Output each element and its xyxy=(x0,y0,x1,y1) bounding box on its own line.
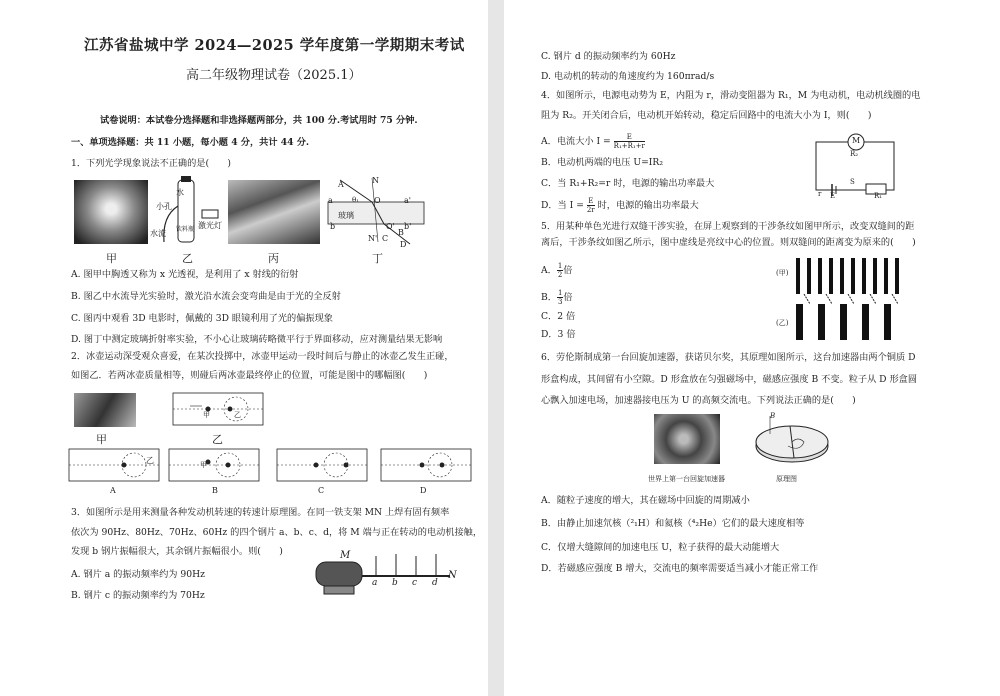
q4-option-d-fraction xyxy=(587,197,595,214)
q5-option-a-suffix: 倍 xyxy=(563,265,573,276)
label-theta: θ₁ xyxy=(352,196,360,204)
choice-label-a: A xyxy=(110,486,116,495)
q1-option-a: A. 图甲中胸透又称为 x 光透视，是利用了 x 射线的衍射 xyxy=(71,269,299,280)
stone-jia-label: 甲 xyxy=(203,411,210,419)
tachometer-c: c xyxy=(412,578,418,588)
curling-setup-figure xyxy=(172,392,264,426)
q3-stem-line1: 3．如图所示是用来测量各种发动机转速的转速计原理图。在同一铁支架 MN 上焊有固有频率 xyxy=(71,507,450,518)
fringe-pattern-yi xyxy=(796,304,906,340)
circuit-M: M xyxy=(852,136,861,145)
curling-photo xyxy=(74,393,136,427)
q1-option-c: C. 图丙中观看 3D 电影时，佩戴的 3D 眼镜利用了光的偏振现象 xyxy=(71,313,333,324)
circuit-R1: R₁ xyxy=(874,192,883,200)
fig-label-ding: 丁 xyxy=(372,252,383,265)
section-heading: 一、单项选择题：共 11 小题，每小题 4 分，共计 44 分. xyxy=(71,137,310,148)
choice-b-stone: 甲 xyxy=(200,461,207,469)
q5-option-b-num: 1 xyxy=(557,289,563,297)
q6-option-d: D．若磁感应强度 B 增大，交流电的频率需要适当减小才能正常工作 xyxy=(541,563,819,574)
tachometer-figure xyxy=(310,548,460,600)
label-glass: 玻璃 xyxy=(338,211,354,220)
caption-photo: 世界上第一台回旋加速器 xyxy=(648,475,725,483)
circuit-r: r xyxy=(818,190,822,198)
q5-option-b-den: 3 xyxy=(557,298,563,306)
q4-option-a xyxy=(541,133,645,150)
curling-choice-c xyxy=(276,448,368,482)
q6-option-a: A．随粒子速度的增大，其在磁场中回旋的周期减小 xyxy=(541,495,750,506)
cyclotron-diagram xyxy=(750,412,832,470)
q6-option-c: C．仅增大缝隙间的加速电压 U，粒子获得的最大动能增大 xyxy=(541,542,780,553)
label-small-hole: 小孔 xyxy=(156,202,172,211)
q5-option-c: C．2 倍 xyxy=(541,311,576,322)
fig-label-jia: 甲 xyxy=(106,252,117,265)
choice-label-b: B xyxy=(212,486,218,495)
q4-option-d-num: E xyxy=(588,197,594,205)
circuit-E: E xyxy=(830,192,836,200)
q5-stem-line1: 5．用某种单色光进行双缝干涉实验，在屏上观察到的干涉条纹如图甲所示，改变双缝间的距 xyxy=(541,221,915,232)
q4-option-a-fraction xyxy=(614,133,645,150)
q3-option-d: D. 电动机的转动的角速度约为 160πrad/s xyxy=(541,71,715,82)
q4-option-d-den: 2r xyxy=(586,206,595,214)
q5-option-d: D．3 倍 xyxy=(541,329,576,340)
3d-movie-photo xyxy=(228,180,320,244)
instructions: 试卷说明：本试卷分选择题和非选择题两部分，共 100 分.考试用时 75 分钟. xyxy=(100,115,418,126)
q6-stem-line3: 心飘入加速电场，加速器接电压为 U 的高频交流电。下列说法正确的是( ) xyxy=(541,395,856,406)
label-A: A xyxy=(338,180,344,189)
label-water: 水 xyxy=(176,188,184,197)
q2-fig-label-jia: 甲 xyxy=(96,433,107,446)
circuit-R2: R₂ xyxy=(850,150,859,158)
q5-option-b-prefix: B． xyxy=(541,292,557,303)
cyclotron-photo xyxy=(654,414,720,464)
tachometer-a: a xyxy=(372,578,378,588)
label-a-prime: a' xyxy=(404,196,411,205)
q2-fig-label-yi: 乙 xyxy=(212,433,223,446)
q4-option-b: B．电动机两端的电压 U=IR₂ xyxy=(541,157,664,168)
tachometer-b: b xyxy=(392,578,398,588)
q4-option-d-prefix: D．当 xyxy=(541,200,567,211)
fringe-dashed-lines xyxy=(796,294,906,304)
q5-option-b xyxy=(541,289,573,306)
exam-page-left xyxy=(0,0,488,696)
label-C: C xyxy=(382,234,389,243)
q6-stem-line1: 6．劳伦斯制成第一台回旋加速器，获诺贝尔奖，其原理如图所示，这台加速器由两个铜质 D xyxy=(541,352,916,363)
q5-stem-line2: 离后，干涉条纹如图乙所示，图中虚线是亮纹中心的位置。则双缝间的距离变为原来的( ) xyxy=(541,237,916,248)
choice-label-c: C xyxy=(318,486,325,495)
label-a: a xyxy=(328,196,333,205)
q2-stem-line2: 如图乙．若两冰壶质量相等，则碰后两冰壶最终停止的位置，可能是图中的哪幅图( ) xyxy=(71,370,428,381)
choice-label-d: D xyxy=(420,486,427,495)
tachometer-M: M xyxy=(340,550,351,561)
tachometer-d: d xyxy=(432,578,438,588)
curling-choice-b xyxy=(168,448,260,482)
q4-option-c: C．当 R₁+R₂=r 时，电源的输出功率最大 xyxy=(541,178,715,189)
q4-option-d-var: I = xyxy=(569,200,584,211)
q1-option-b: B. 图乙中水流导光实验时，激光沿水流会变弯曲是由于光的全反射 xyxy=(71,291,341,302)
q4-option-a-num: E xyxy=(614,133,645,142)
q2-stem-line1: 2．冰壶运动深受观众喜爱，在某次投掷中，冰壶甲运动一段时间后与静止的冰壶乙发生正碰， xyxy=(71,351,454,362)
q4-stem-line1: 4．如图所示，电源电动势为 E，内阻为 r，滑动变阻器为 R₁，M 为电动机，电动机线圈的电 xyxy=(541,90,921,101)
q1-option-d: D. 图丁中测定玻璃折射率实验，不小心让玻璃砖略微平行于界面移动，应对测量结果无影响 xyxy=(71,334,443,345)
choice-a-stone: 乙 xyxy=(146,456,154,465)
q5-option-a-num: 1 xyxy=(557,262,563,270)
q4-stem-line2: 阻为 R₂。开关闭合后，电动机开始转动，稳定后回路中的电流大小为 I，则( ) xyxy=(541,110,872,121)
fig-label-yi: 乙 xyxy=(182,252,193,265)
q5-option-b-suffix: 倍 xyxy=(563,292,573,303)
q1-stem: 1．下列光学现象说法不正确的是( ) xyxy=(71,158,232,169)
q3-option-a: A. 钢片 a 的振动频率约为 90Hz xyxy=(71,569,205,580)
stone-yi-label: 乙 xyxy=(234,411,241,419)
tachometer-N: N xyxy=(448,570,457,581)
q3-option-c: C. 钢片 d 的振动频率约为 60Hz xyxy=(541,51,676,62)
exam-title: 江苏省盐城中学 2024—2025 学年度第一学期期末考试 xyxy=(84,37,465,54)
label-bottle: 饮料瓶 xyxy=(176,226,195,233)
fig-label-bing: 丙 xyxy=(268,252,279,265)
fringe-pattern-jia xyxy=(796,258,906,294)
q6-stem-line2: 形盒构成，其间留有小空隙。D 形盒放在匀强磁场中，磁感应强度 B 不变。粒子从 D 形盒圆 xyxy=(541,374,918,385)
circuit-S: S xyxy=(850,178,855,186)
cyclotron-B: B xyxy=(770,412,776,420)
curling-choice-d xyxy=(380,448,472,482)
q3-stem-line3: 发现 b 钢片振幅很大，其余钢片振幅很小。则( ) xyxy=(71,546,283,557)
label-b-prime: b' xyxy=(404,222,412,231)
label-N-prime: N' xyxy=(368,234,378,243)
exam-subtitle: 高二年级物理试卷（2025.1） xyxy=(186,68,362,83)
fringe-label-yi: (乙) xyxy=(776,319,789,327)
q4-option-a-den: R₁+R₁+r xyxy=(613,142,645,150)
q4-option-a-prefix: A．电流大小 I = xyxy=(541,136,611,147)
q5-option-a-prefix: A． xyxy=(541,265,557,276)
label-stream: 水流 xyxy=(150,229,166,238)
label-N: N xyxy=(372,176,379,185)
caption-diagram: 原理图 xyxy=(776,475,797,483)
page-separator xyxy=(488,0,504,696)
label-B: B xyxy=(398,228,404,237)
q4-option-d xyxy=(541,197,699,214)
xray-photo xyxy=(74,180,148,244)
q6-option-b: B．由静止加速氘核（²₁H）和氦核（⁴₂He）它们的最大速度相等 xyxy=(541,518,805,529)
label-D: D xyxy=(400,240,407,249)
label-laser: 激光灯 xyxy=(198,221,222,230)
label-b: b xyxy=(330,222,336,231)
q4-option-d-suffix: 时，电源的输出功率最大 xyxy=(597,200,699,211)
exam-page-right xyxy=(504,0,1000,696)
label-O-prime: O' xyxy=(386,222,395,231)
q3-option-b: B. 钢片 c 的振动频率约为 70Hz xyxy=(71,590,205,601)
q5-option-a xyxy=(541,262,572,279)
q5-option-a-den: 2 xyxy=(557,271,563,279)
fringe-label-jia: (甲) xyxy=(776,269,789,277)
label-O: O xyxy=(374,196,381,205)
q3-stem-line2: 依次为 90Hz、80Hz、70Hz、60Hz 的四个钢片 a、b、c、d，将 M 端与正在转动的电动机接触， xyxy=(71,527,483,538)
